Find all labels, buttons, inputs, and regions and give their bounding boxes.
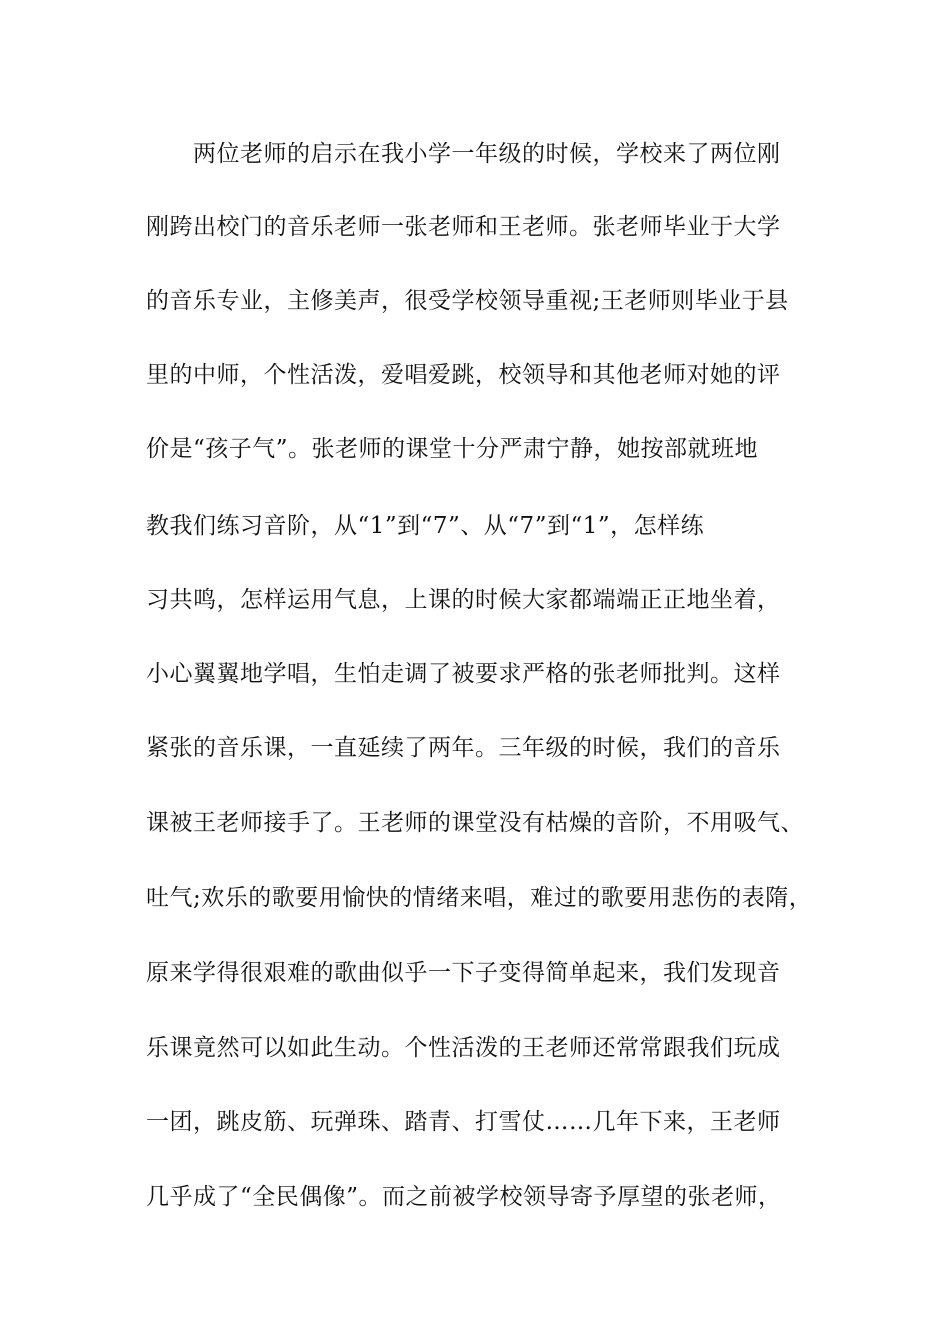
text-line-12: 原来学得很艰难的歌曲似乎一下子变得简单起来，我们发现音	[146, 960, 781, 986]
text-line-11: 吐气;欢乐的歌要用愉快的情绪来唱，难过的歌要用悲伤的表隋，	[146, 885, 813, 911]
text-line-8: 小心翼翼地学唱，生怕走调了被要求严格的张老师批判。这样	[146, 661, 781, 687]
text-line-15: 几乎成了“全民偶像”。而之前被学校领导寄予厚望的张老师，	[146, 1184, 782, 1210]
text-line-13: 乐课竟然可以如此生动。个性活泼的王老师还常常跟我们玩成	[146, 1035, 781, 1061]
text-line-4: 里的中师，个性活泼，爱唱爱跳，校领导和其他老师对她的评	[146, 362, 781, 388]
text-line-3: 的音乐专业，主修美声，很受学校领导重视;王老师则毕业于县	[146, 288, 789, 314]
text-line-14: 一团，跳皮筋、玩弹珠、踏青、打雪仗……几年下来，王老师	[146, 1109, 781, 1135]
text-line-5: 价是“孩子气”。张老师的课堂十分严肃宁静，她按部就班地	[146, 436, 759, 462]
text-line-6: 教我们练习音阶，从“1”到“7”、从“7”到“1”，怎样练	[146, 513, 705, 539]
text-line-9: 紧张的音乐课，一直延续了两年。三年级的时候，我们的音乐	[146, 735, 781, 761]
text-line-1: 两位老师的启示在我小学一年级的时候，学校来了两位刚	[193, 141, 781, 167]
text-line-2: 刚跨出校门的音乐老师一张老师和王老师。张老师毕业于大学	[146, 214, 781, 240]
text-line-10: 课被王老师接手了。王老师的课堂没有枯燥的音阶，不用吸气、	[146, 810, 804, 836]
text-line-7: 习共鸣，怎样运用气息，上课的时候大家都端端正正地坐着，	[146, 587, 781, 613]
